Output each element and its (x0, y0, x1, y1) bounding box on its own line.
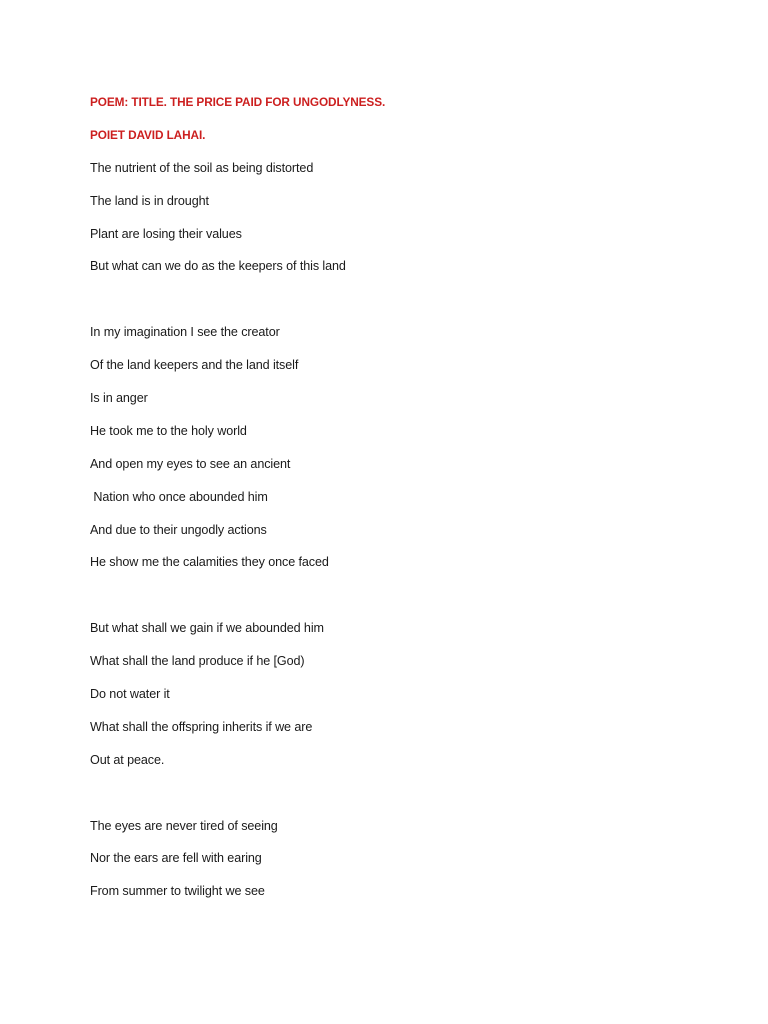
stanza-break (90, 290, 710, 323)
poem-line: And open my eyes to see an ancient (90, 456, 291, 471)
stanza-break (90, 784, 710, 817)
stanza-2 (90, 323, 710, 586)
stanza-3 (90, 619, 710, 783)
poem-line: Nor the ears are fell with earing (90, 851, 262, 866)
poem-line: He show me the calamities they once faced (90, 555, 329, 570)
poem-line: Is in anger (90, 391, 148, 406)
poem-line: He took me to the holy world (90, 423, 247, 438)
stanza-break (90, 586, 710, 619)
poem-line: Nation who once abounded him (90, 489, 268, 504)
poem-line: And due to their ungodly actions (90, 522, 267, 537)
poem-body (90, 93, 710, 915)
poem-line: The land is in drought (90, 193, 209, 208)
poem-line: Plant are losing their values (90, 226, 242, 241)
poem-line: Out at peace. (90, 752, 165, 767)
poem-line: The nutrient of the soil as being distorted (90, 160, 314, 175)
poem-line: What shall the land produce if he [God) (90, 654, 305, 669)
poem-line: But what can we do as the keepers of this land (90, 259, 346, 274)
poem-line: What shall the offspring inherits if we are (90, 719, 313, 734)
stanza-4 (90, 817, 710, 916)
poem-line: But what shall we gain if we abounded him (90, 621, 324, 636)
poem-line: In my imagination I see the creator (90, 325, 280, 340)
poem-line: From summer to twilight we see (90, 884, 265, 899)
poem-author: POIET DAVID LAHAI. (90, 127, 206, 142)
poem-line: The eyes are never tired of seeing (90, 818, 278, 833)
poem-title: POEM: TITLE. THE PRICE PAID FOR UNGODLYNESS. (90, 95, 386, 109)
stanza-1 (90, 159, 710, 291)
poem-line: Of the land keepers and the land itself (90, 358, 299, 373)
poem-line: Do not water it (90, 687, 170, 702)
